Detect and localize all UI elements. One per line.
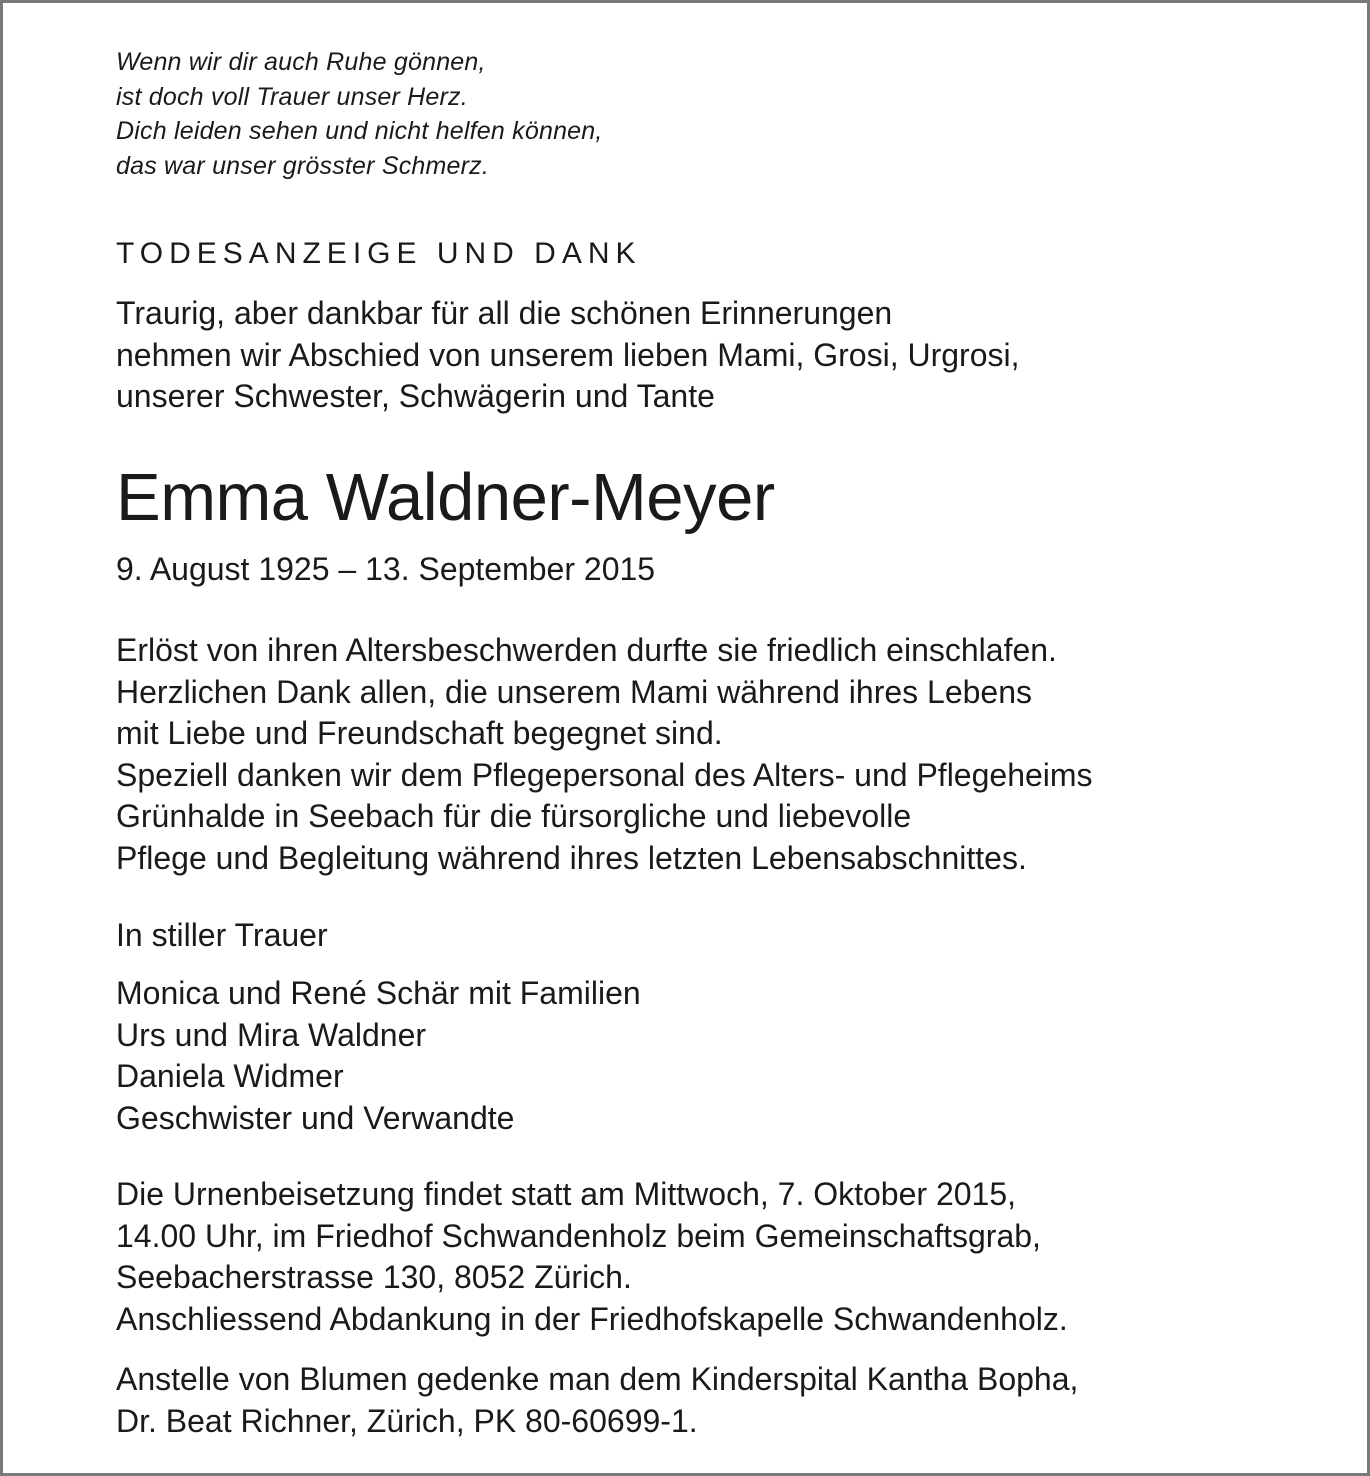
- donation-line: Anstelle von Blumen gedenke man dem Kinderspital Kantha Bopha,: [116, 1361, 1079, 1397]
- intro-line: unserer Schwester, Schwägerin und Tante: [116, 378, 715, 414]
- ceremony-line: Anschliessend Abdankung in der Friedhofskapelle Schwandenholz.: [116, 1300, 1068, 1337]
- notice-heading: TODESANZEIGE UND DANK: [116, 237, 642, 270]
- thanks-line: Erlöst von ihren Altersbeschwerden durfte sie friedlich einschlafen.: [116, 632, 1057, 668]
- mourning-label: In stiller Trauer: [116, 917, 328, 953]
- intro-line: Traurig, aber dankbar für all die schönen Erinnerungen: [116, 295, 893, 331]
- mourner-entry: Geschwister und Verwandte: [116, 1099, 515, 1136]
- life-dates: 9. August 1925 – 13. September 2015: [116, 551, 656, 587]
- thanks-line: Herzlichen Dank allen, die unserem Mami während ihres Lebens: [116, 673, 1033, 710]
- thanks-line: Grünhalde in Seebach für die fürsorgliche und liebevolle: [116, 798, 912, 834]
- deceased-name: Emma Waldner-Meyer: [116, 460, 775, 535]
- ceremony-line: 14.00 Uhr, im Friedhof Schwandenholz beim Gemeinschaftsgrab,: [116, 1217, 1041, 1254]
- thanks-line: mit Liebe und Freundschaft begegnet sind.: [116, 715, 723, 751]
- verse-line: ist doch voll Trauer unser Herz.: [116, 82, 468, 111]
- intro-line: nehmen wir Abschied von unserem lieben Mami, Grosi, Urgrosi,: [116, 336, 1020, 373]
- mourner-entry: Monica und René Schär mit Familien: [116, 975, 641, 1011]
- ceremony-details: [116, 1174, 1068, 1340]
- mourner-entry: Urs und Mira Waldner: [116, 1016, 427, 1053]
- thanks-paragraph: [116, 630, 1093, 879]
- verse-line: das war unser grösster Schmerz.: [116, 151, 489, 180]
- thanks-line: Pflege und Begleitung während ihres letzten Lebensabschnittes.: [116, 839, 1027, 876]
- verse-line: Dich leiden sehen und nicht helfen können,: [116, 117, 603, 145]
- ceremony-line: Seebacherstrasse 130, 8052 Zürich.: [116, 1259, 632, 1295]
- donation-line: Dr. Beat Richner, Zürich, PK 80-60699-1.: [116, 1402, 698, 1439]
- memorial-verse: [116, 45, 603, 183]
- intro-paragraph: [116, 293, 1019, 418]
- donation-note: [116, 1359, 1078, 1442]
- mourner-entry: Daniela Widmer: [116, 1058, 344, 1094]
- thanks-line: Speziell danken wir dem Pflegepersonal des Alters- und Pflegeheims: [116, 756, 1093, 793]
- verse-line: Wenn wir dir auch Ruhe gönnen,: [116, 48, 486, 76]
- ceremony-line: Die Urnenbeisetzung findet statt am Mittwoch, 7. Oktober 2015,: [116, 1176, 1017, 1212]
- mourners-list: [116, 973, 641, 1139]
